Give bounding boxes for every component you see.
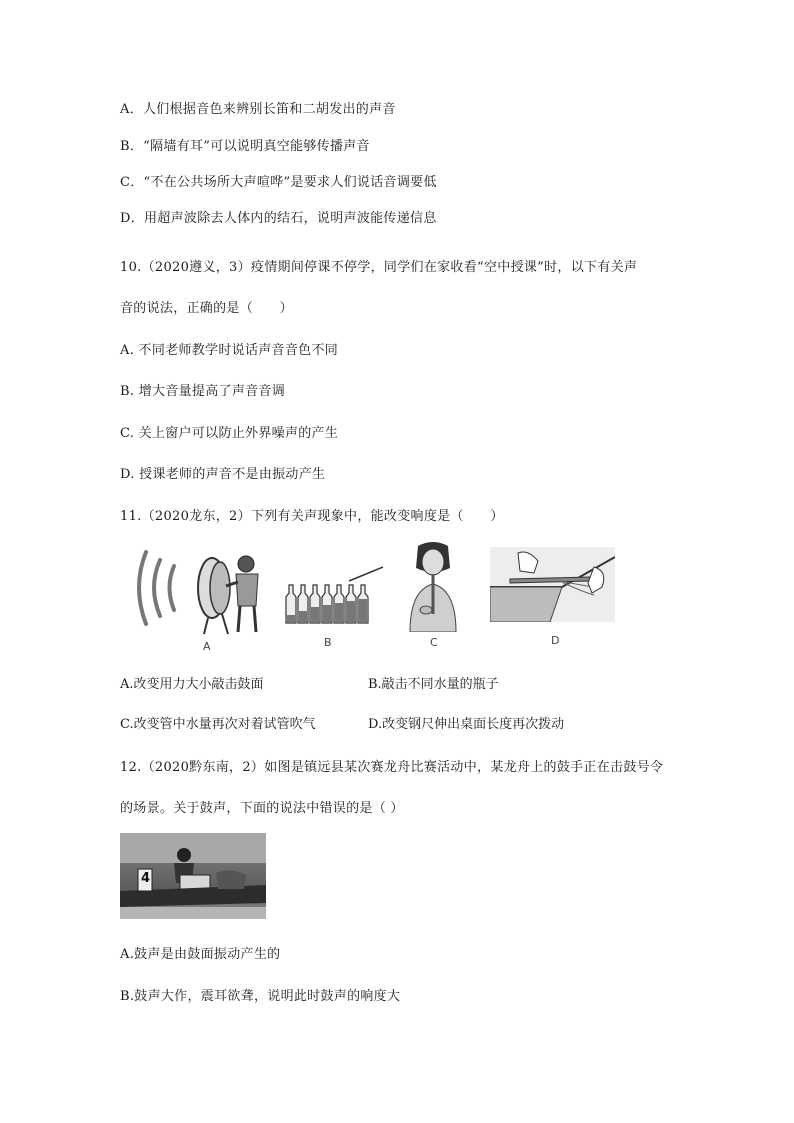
- q9-option-d: D．用超声波除去人体内的结石，说明声波能传递信息: [120, 211, 437, 226]
- figure-label-a: A: [203, 640, 211, 653]
- girl-blowing-figure: [402, 540, 464, 632]
- q12-stem-line-1: 12.（2020黔东南，2）如图是镇远县某次赛龙舟比赛活动中，某龙舟上的鼓手正在击鼓号令: [120, 760, 664, 775]
- q10-stem-line-1: 10.（2020遵义，3）疫情期间停课不停学，同学们在家收看“空中授课”时，以下有关声: [120, 260, 638, 275]
- q10-option-b: B. 增大音量提高了声音音调: [120, 384, 286, 399]
- ruler-figure: [490, 547, 615, 622]
- q9-option-a: A．人们根据音色来辨别长笛和二胡发出的声音: [120, 102, 396, 117]
- q10-stem-line-2: 音的说法，正确的是（ ）: [120, 301, 293, 316]
- q12-option-b: B.鼓声大作，震耳欲聋，说明此时鼓声的响度大: [120, 989, 401, 1004]
- figure-label-d: D: [551, 634, 560, 647]
- bottles-figure: [285, 565, 385, 625]
- figure-label-c: C: [430, 636, 438, 649]
- sound-waves-icon: [139, 552, 174, 624]
- q11-option-a: A.改变用力大小敲击鼓面: [120, 677, 264, 692]
- drum-figure: [128, 542, 268, 637]
- q10-option-c: C. 关上窗户可以防止外界噪声的产生: [120, 426, 339, 441]
- q11-option-b: B.敲击不同水量的瓶子: [368, 677, 499, 692]
- dragon-boat-photo: [120, 833, 266, 919]
- q11-option-c: C.改变管中水量再次对着试管吹气: [120, 717, 316, 732]
- stick-icon: [349, 567, 383, 581]
- figure-label-b: B: [324, 636, 332, 649]
- q12-option-a: A.鼓声是由鼓面振动产生的: [120, 947, 281, 962]
- q10-option-a: A. 不同老师教学时说话声音音色不同: [120, 343, 339, 358]
- q9-option-c: C．“不在公共场所大声喧哗”是要求人们说话音调要低: [120, 175, 437, 190]
- q9-option-b: B．“隔墙有耳”可以说明真空能够传播声音: [120, 139, 370, 154]
- q12-stem-line-2: 的场景。关于鼓声，下面的说法中错误的是（ ）: [120, 801, 404, 816]
- q10-option-d: D. 授课老师的声音不是由振动产生: [120, 467, 326, 482]
- boat-number: 4: [141, 871, 151, 886]
- q11-stem: 11.（2020龙东，2）下列有关声现象中，能改变响度是（ ）: [120, 509, 504, 524]
- drummer-icon: [238, 556, 254, 572]
- q11-option-d: D.改变钢尺伸出桌面长度再次拨动: [368, 717, 565, 732]
